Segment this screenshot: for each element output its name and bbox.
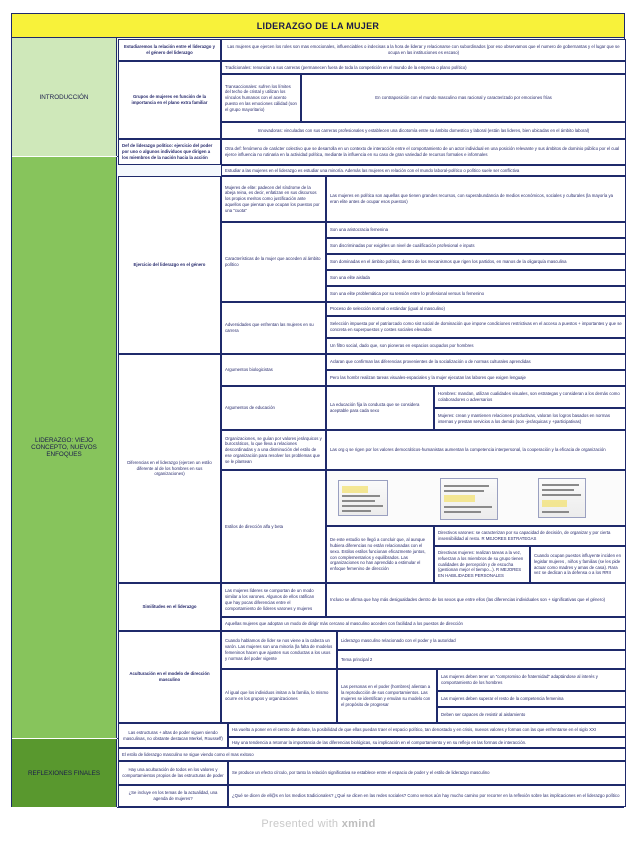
- adv-item[interactable]: Un filtro social, dado que, son pioneras en espacios ocupados por hombres: [326, 338, 626, 354]
- topic-grupos-mujeres[interactable]: Grupos de mujeres en función de la importancia en el plano extra familiar: [118, 61, 221, 139]
- footer-prefix: Presented with: [261, 818, 342, 830]
- topic-org-democraticos[interactable]: Las org q se rigen por los valores democráticos-humanistas aumentan la competencia interpersonal, la cooperación y la eficacia de organización: [326, 430, 626, 470]
- topic-biologicistas[interactable]: Argumentos biologicistas: [221, 354, 326, 386]
- topic-similitudes-desigualdades[interactable]: Incluso se afirma que hay más desigualdades dentro de los sexos que entre ellos (las diferencias individuales son + significativas que el género): [326, 583, 626, 617]
- topic-estilo-exitoso[interactable]: El estilo de liderazgo masculino se sigue viendo como el mas exitoso: [118, 748, 626, 761]
- car-item[interactable]: Son dominadas en el ámbito político, dentro de los mecanismos que rigen los partidos, en manos de la oligarquía masculina: [326, 254, 626, 270]
- section-liderazgo[interactable]: LIDERAZGO: VIEJO CONCEPTO, NUEVOS ENFOQUES: [12, 157, 117, 738]
- topic-aculturacion-todos[interactable]: Hay una aculturación de todos en los valores y comportamientos propios de las estructuras de poder: [118, 761, 228, 785]
- xmind-logo: xmind: [341, 818, 376, 830]
- car-item[interactable]: Son una aristocracia femenina: [326, 222, 626, 238]
- edu-item[interactable]: Hombres: mandan, utilizan cualidades visuales, son estrategas y consideran a los demás como colaboradores o adversarios: [434, 386, 626, 408]
- acult-item[interactable]: Las mujeres deben superar el resto de la competencia femenina: [437, 691, 626, 707]
- topic-estilos-conclusion[interactable]: De este estudio se llegó a concluir que, al aunque hubiera diferencias no están relacionadas con el sexo. Estilos estilos funcionan eficazmente juntos, con complementarios y equilibrados. Las organizaciones no han aprendido a estimular el enfoque femenino de dirección: [326, 526, 434, 583]
- note-image: [338, 480, 388, 516]
- topic-ejercicio-liderazgo[interactable]: Ejercicio del liderazgo en el género: [118, 176, 221, 354]
- topic-roles-emocionales[interactable]: Las mujeres que ejercen los roles son mas emocionales, influenciables o indecisas a la hora de liderar y relacionarse con subordinados (por eso observamos que el numero de gobernantas y el lugar que se ocupa en las instituciones es escaso): [221, 39, 626, 61]
- topic-aculturacion-poder[interactable]: Las personas en el poder (hombres) alientan a la reproducción de sus comportamientos. Las mujeres se identifican y emulan su modelo con el propósito de progresar: [337, 669, 437, 723]
- topic-medios[interactable]: ¿Qué se dicen de ell@s en los medios tradicionales? ¿Qué se dicen en las redes sociales? Como vemos aún hay mucho camino por recorrer en la reflexión sobre las implicaciones en el liderazgo político: [228, 785, 626, 807]
- topic-caracteristicas[interactable]: Características de la mujer que acceden al ámbito político: [221, 222, 326, 302]
- adv-item[interactable]: Selección impuesta por el patriarcado como sist social de dominación que impone condiciones restrictivas en el acceso a puestos + importantes y que se concreta en superpuestos y costes sociales elevados: [326, 316, 626, 338]
- topic-innovadoras[interactable]: Innovadoras: vinculadas con sus carreras profesionales y establecen una dicotomía entre su ámbito domestico y laboral (están las lideres, bien ubicadas en el ámbito laboral): [221, 122, 626, 139]
- acult-item[interactable]: Tema principal 2: [337, 650, 626, 669]
- topic-educacion[interactable]: Argumentos de educación: [221, 386, 326, 430]
- topic-estudiar-minoria[interactable]: Estudiar a las mujeres en el liderazgo es estudiar una minoría. Además las mujeres en relación con el mundo laboral-político o político suele ser conflictiva: [221, 165, 626, 176]
- acult-item[interactable]: Liderazgo masculino relacionado con el poder y la autoridad: [337, 631, 626, 650]
- acult-item[interactable]: Deben ser capaces de resistir al aislamiento: [437, 707, 626, 723]
- topic-similitudes[interactable]: Similitudes en el liderazgo: [118, 583, 221, 631]
- section-reflexiones[interactable]: REFLEXIONES FINALES: [12, 739, 117, 807]
- footer-branding: [0, 818, 637, 830]
- topic-tradicionales[interactable]: Tradicionales: renuncian a sus carreras (permanecen fuera de toda la competición en el mundo de la empresa o plano político): [221, 61, 626, 74]
- topic-agenda-mujeres[interactable]: ¿Se incluye en los temas de la actualidad, una agenda de mujeres?: [118, 785, 228, 807]
- topic-puestos-influyentes[interactable]: Cuando ocupan puestos influyente inciden en legislar mujeres , niños y familias (se les pide actuar como madres y amas de casa). Rara vez se dedican a la defensa o a los RRII: [530, 546, 626, 583]
- topic-directivas-mujeres[interactable]: Directivas mujeres: realizan tareas a la vez, refuerzan a los miembros de su grupo tienen cualidades de percepción y de escucha (gestionan mejor el tiempo...). R MEJORES EN HABILIDADES PERSONALES: [434, 546, 530, 583]
- topic-transaccionales[interactable]: Transaccionales: sufren los límites del techo de cristal y utilizan los vínculos humanos con el acento puesto en las emociones cálidad (son el grupo mayoritario): [221, 74, 301, 122]
- topic-adversidades[interactable]: Adversidades que enfrentan las mujeres en su carrera: [221, 302, 326, 354]
- car-item[interactable]: Son una elite problemática por su tensión entre lo profesional versus lo femenino: [326, 286, 626, 302]
- topic-def-liderazgo[interactable]: Def de liderazgo político: ejercicio del poder por uno o algunos individuos que dirigen a los miembros de la nación hacia la acción: [118, 139, 221, 165]
- topic-aculturacion[interactable]: Aculturación en el modelo de dirección masculino: [118, 631, 221, 723]
- topic-aculturacion-familia[interactable]: Al igual que los individuos imitan a la familia, lo mismo ocurre en los grupos y organizaciones: [221, 669, 337, 723]
- car-item[interactable]: Son una elite aislada: [326, 270, 626, 286]
- bio-item[interactable]: Pero las hombr realizan tareas visuales-espaciales y la mujer ejecutan las labores que exigen lenguaje: [326, 370, 626, 386]
- topic-educacion-conducta[interactable]: La educación fija la conducta que se considera aceptable para cada sexo: [326, 386, 434, 430]
- topic-efecto-circulo[interactable]: Se produce un efecto círculo, por tanto la relación significativa se establece entre el espacio de poder y el estilo de liderazgo masculino: [228, 761, 626, 785]
- topic-mujeres-elite-recursos[interactable]: Las mujeres en política son aquellas que tienen grandes recursos, con superabundancia de medios económicos, sociales y culturales (la mayoría ya eran elite antes de ocupar esos puestos): [326, 176, 626, 222]
- edu-item[interactable]: Mujeres: crean y mantienen relaciones productivas, valoran los logros basados en normas internas y prestan servicios a los demás (son -jerárquicas y +participativas): [434, 408, 626, 430]
- topic-similitudes-masculino[interactable]: Aquellas mujeres que adoptan un modo de dirigir más cercano al masculino acceden con facilidad a los puestos de dirección: [221, 617, 626, 631]
- topic-organizaciones[interactable]: Organizaciones, se guían por valores jerárquicos y burocráticos, lo que lleva a relaciones descordinadas y a una disminución del estilo de ese organización para resolver los problemas que se le plantean: [221, 430, 326, 470]
- topic-mujeres-elite[interactable]: Mujeres de elite: padecen del síndrome de la abeja reina, es decir, enfatizan en sus discursos los propios meritos como justificación ante aquellos que piensan que ocupan los puestos por una "cuota": [221, 176, 326, 222]
- page-title: LIDERAZGO DE LA MUJER: [12, 14, 624, 38]
- topic-estructuras-poder[interactable]: Las estructuras + altas de poder siguen siendo masculinas, no obstante destacan Merkel, Rousseff): [118, 723, 228, 748]
- topic-transaccionales-contraposicion[interactable]: En contraposición con el mundo masculino mas racional y caracterizado por emociones frías: [301, 74, 626, 122]
- mind-map-sheet: [11, 13, 625, 807]
- topic-estilos-direccion[interactable]: Estilos de dirección alfa y beta: [221, 470, 326, 583]
- refl-item[interactable]: Ha vuelto a poner en el centro de debate, la posibilidad de que ellas puedan traer el espacio político, tan denostado y en crisis, nuevos valores y formas con las que enfrentarse en el siglo XXI: [228, 723, 626, 737]
- bio-item[interactable]: Aclaran que confirman las diferencias provenientes de la socialización o de normas culturales aprendidas: [326, 354, 626, 370]
- topic-similitudes-lideres[interactable]: Las mujeres líderes se comportan de un modo similar a los varones. Algunos de ellos ratifican que hay pocas diferencias entre el comportamiento de líderes varones y mujeres: [221, 583, 326, 617]
- acult-item[interactable]: Las mujeres deben tener un "compromiso de fraternidad" adaptándose al interés y comportamiento de los hombres: [437, 669, 626, 691]
- topic-diferencias-liderazgo[interactable]: Diferencias en el liderazgo (ejercen un estilo diferente al de los hombres en sus organizaciones): [118, 354, 221, 583]
- topic-otra-def[interactable]: Otra def: fenómeno de carácter colectivo que se desarrolla en un contexto de interacción entre el comportamiento de un actor individual en una posición relevante y sus ámbitos de dominio público por el cual ejerce influencia no rutinaria en la actividad política, mediante la influencia en su caso de gran variedad de recursos formales e informales: [221, 139, 626, 165]
- note-image: [440, 478, 498, 520]
- adv-item[interactable]: Proceso de selección normal o estándar (igual al masculino): [326, 302, 626, 316]
- note-image: [538, 478, 586, 518]
- section-introduccion[interactable]: INTRODUCCIÓN: [12, 38, 117, 156]
- topic-aculturacion-minoria[interactable]: Cuando hablamos de líder se nos viene a la cabeza un varón. Las mujeres son una minoría (la falta de modelos femeninos hacen que ajusten sus conductas a los usos y normas del poder vigente: [221, 631, 337, 669]
- topic-directivos-varones[interactable]: Directivos varones: se caracterizan por su capacidad de decisión, de organizar y por cierta insensibilidad al resto. R MEJORES ESTRATEGAS: [434, 526, 626, 546]
- refl-item[interactable]: Hay una tendencia a retomar la importancia de las diferencias biológicas, su implicación en el comportamiento y en su reflejo en las formas de interacción.: [228, 737, 626, 748]
- topic-relacion-liderazgo-genero[interactable]: Estudiaremos la relación entre el liderazgo y el género del liderazgo: [118, 39, 221, 61]
- car-item[interactable]: Son discriminadas por exigirles un nivel de cualificación profesional e inputs: [326, 238, 626, 254]
